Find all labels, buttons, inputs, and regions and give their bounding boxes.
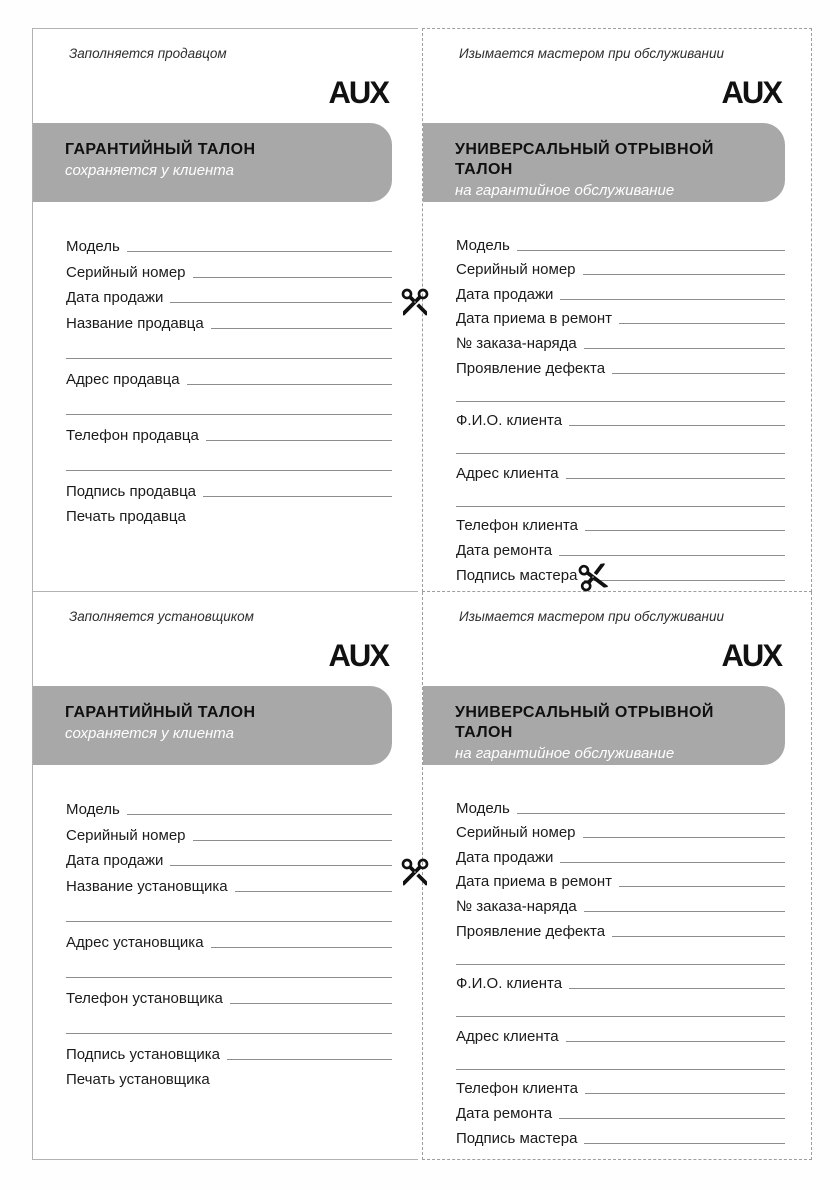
form-field: [456, 535, 785, 560]
blank-write-line: [560, 299, 785, 300]
form-field: [456, 406, 785, 431]
warranty-coupon: [32, 28, 418, 592]
blank-write-line: [170, 302, 392, 303]
blank-write-line: [583, 274, 785, 275]
form-field: [66, 845, 392, 871]
blank-write-line: [560, 862, 785, 863]
form-field: [456, 560, 785, 585]
continuation-line: [456, 993, 785, 1021]
field-list: [33, 202, 418, 526]
field-label: Дата продажи: [66, 852, 164, 870]
blank-write-line: [456, 1069, 785, 1070]
blank-write-line: [66, 921, 392, 922]
form-field: [456, 1074, 785, 1099]
corner-note: Заполняется продавцом: [69, 46, 227, 61]
blank-write-line: [66, 1033, 392, 1034]
form-field: [456, 969, 785, 994]
blank-write-line: [559, 555, 785, 556]
blank-write-line: [66, 977, 392, 978]
coupon-title: УНИВЕРСАЛЬНЫЙ ОТРЫВНОЙ ТАЛОН: [455, 141, 714, 178]
form-field: [456, 1098, 785, 1123]
form-field: [66, 307, 392, 333]
coupon-title: УНИВЕРСАЛЬНЫЙ ОТРЫВНОЙ ТАЛОН: [455, 704, 714, 741]
blank-write-line: [456, 964, 785, 965]
form-field: [66, 419, 392, 445]
brand-logo: AUX: [721, 637, 781, 674]
blank-write-line: [66, 358, 392, 359]
brand-logo: AUX: [328, 637, 388, 674]
coupon-subtitle: сохраняется у клиента: [65, 162, 234, 179]
continuation-line: [66, 896, 392, 926]
form-field: [456, 818, 785, 843]
field-label: Дата продажи: [456, 285, 554, 303]
blank-write-line: [612, 936, 785, 937]
field-label: Телефон продавца: [66, 426, 199, 444]
field-label: Адрес клиента: [456, 464, 559, 482]
form-field: [66, 282, 392, 308]
field-label: Модель: [456, 799, 510, 817]
continuation-line: [456, 483, 785, 511]
blank-write-line: [569, 988, 785, 989]
field-label: Серийный номер: [66, 263, 186, 281]
field-label: Телефон клиента: [456, 517, 578, 535]
continuation-line: [456, 1046, 785, 1074]
form-field: [66, 363, 392, 389]
blank-write-line: [211, 947, 392, 948]
blank-write-line: [203, 496, 392, 497]
blank-write-line: [559, 1118, 785, 1119]
form-field: [66, 1064, 392, 1090]
field-label: Серийный номер: [456, 261, 576, 279]
field-label: Подпись мастера: [456, 566, 578, 584]
continuation-line: [66, 445, 392, 475]
field-label: Серийный номер: [66, 826, 186, 844]
continuation-line: [66, 952, 392, 982]
coupon-header-band: [33, 123, 392, 202]
blank-write-line: [584, 580, 785, 581]
blank-write-line: [566, 1041, 785, 1042]
form-field: [456, 842, 785, 867]
form-field: [456, 1021, 785, 1046]
field-list: [33, 765, 418, 1089]
corner-note: Изымается мастером при обслуживании: [459, 609, 724, 624]
blank-write-line: [211, 328, 392, 329]
logo-row: [33, 61, 418, 113]
scissors-icon: [575, 559, 611, 595]
field-label: Печать продавца: [66, 508, 186, 526]
field-list: [423, 765, 811, 1148]
blank-write-line: [193, 840, 392, 841]
field-label: Серийный номер: [456, 824, 576, 842]
field-label: Ф.И.О. клиента: [456, 412, 563, 430]
blank-write-line: [187, 384, 392, 385]
form-field: [66, 870, 392, 896]
form-field: [66, 475, 392, 501]
form-field: [456, 891, 785, 916]
field-label: Дата ремонта: [456, 1104, 553, 1122]
blank-write-line: [66, 470, 392, 471]
blank-write-line: [235, 891, 392, 892]
blank-write-line: [517, 813, 785, 814]
continuation-line: [456, 378, 785, 406]
warranty-coupon: [422, 28, 812, 592]
blank-write-line: [456, 401, 785, 402]
coupon-header-band: [423, 123, 785, 202]
field-label: Модель: [456, 236, 510, 254]
blank-write-line: [456, 453, 785, 454]
warranty-coupon: [32, 592, 418, 1160]
field-list: [423, 202, 811, 585]
continuation-line: [66, 1008, 392, 1038]
brand-logo: AUX: [721, 74, 781, 111]
blank-write-line: [456, 506, 785, 507]
continuation-line: [456, 941, 785, 969]
form-field: [456, 279, 785, 304]
field-label: Адрес продавца: [66, 370, 180, 388]
field-label: Печать установщика: [66, 1071, 210, 1089]
blank-write-line: [230, 1003, 392, 1004]
field-label: Дата приема в ремонт: [456, 310, 613, 328]
field-label: Подпись мастера: [456, 1129, 578, 1147]
blank-write-line: [566, 478, 785, 479]
field-label: Проявление дефекта: [456, 922, 606, 940]
field-label: Подпись установщика: [66, 1045, 220, 1063]
coupon-grid: [32, 28, 840, 1160]
coupon-subtitle: сохраняется у клиента: [65, 725, 234, 742]
coupon-header-band: [33, 686, 392, 765]
warranty-coupon: [422, 592, 812, 1160]
blank-write-line: [127, 251, 392, 252]
field-label: Дата ремонта: [456, 541, 553, 559]
continuation-line: [66, 333, 392, 363]
field-label: Модель: [66, 800, 120, 818]
blank-write-line: [584, 348, 785, 349]
blank-write-line: [569, 425, 785, 426]
coupon-title: ГАРАНТИЙНЫЙ ТАЛОН: [65, 704, 256, 721]
blank-write-line: [583, 837, 785, 838]
blank-write-line: [585, 530, 785, 531]
field-label: Телефон клиента: [456, 1080, 578, 1098]
blank-write-line: [170, 865, 392, 866]
logo-row: [423, 61, 811, 113]
blank-write-line: [619, 323, 785, 324]
form-field: [456, 353, 785, 378]
form-field: [456, 867, 785, 892]
blank-write-line: [227, 1059, 392, 1060]
field-label: № заказа-наряда: [456, 897, 577, 915]
field-label: Дата продажи: [66, 289, 164, 307]
form-field: [456, 511, 785, 536]
blank-write-line: [517, 250, 785, 251]
field-label: № заказа-наряда: [456, 334, 577, 352]
field-label: Проявление дефекта: [456, 359, 606, 377]
field-label: Телефон установщика: [66, 989, 223, 1007]
form-field: [66, 501, 392, 527]
form-field: [456, 328, 785, 353]
form-field: [456, 458, 785, 483]
form-field: [66, 256, 392, 282]
blank-write-line: [584, 911, 785, 912]
form-field: [456, 916, 785, 941]
field-label: Адрес установщика: [66, 933, 204, 951]
form-field: [456, 255, 785, 280]
blank-write-line: [193, 277, 392, 278]
field-label: Дата продажи: [456, 848, 554, 866]
scissors-icon: [399, 286, 431, 318]
coupon-subtitle: на гарантийное обслуживание: [455, 182, 675, 199]
field-label: Адрес клиента: [456, 1027, 559, 1045]
blank-write-line: [585, 1093, 785, 1094]
blank-write-line: [456, 1016, 785, 1017]
field-label: Дата приема в ремонт: [456, 873, 613, 891]
form-field: [66, 1038, 392, 1064]
field-label: Подпись продавца: [66, 482, 197, 500]
corner-note: Заполняется установщиком: [69, 609, 254, 624]
blank-write-line: [66, 414, 392, 415]
brand-logo: AUX: [328, 74, 388, 111]
form-field: [456, 230, 785, 255]
scissors-icon: [399, 856, 431, 888]
continuation-line: [66, 389, 392, 419]
field-label: Название установщика: [66, 878, 228, 896]
form-field: [456, 304, 785, 329]
form-field: [456, 793, 785, 818]
continuation-line: [456, 430, 785, 458]
logo-row: [33, 624, 418, 676]
coupon-header-band: [423, 686, 785, 765]
coupon-title: ГАРАНТИЙНЫЙ ТАЛОН: [65, 141, 256, 158]
form-field: [66, 230, 392, 256]
coupon-subtitle: на гарантийное обслуживание: [455, 745, 675, 762]
form-field: [66, 793, 392, 819]
blank-write-line: [127, 814, 392, 815]
field-label: Модель: [66, 237, 120, 255]
corner-note: Изымается мастером при обслуживании: [459, 46, 724, 61]
form-field: [456, 1123, 785, 1148]
blank-write-line: [619, 886, 785, 887]
field-label: Название продавца: [66, 315, 204, 333]
field-label: Ф.И.О. клиента: [456, 975, 563, 993]
blank-write-line: [612, 373, 785, 374]
blank-write-line: [206, 440, 392, 441]
form-field: [66, 982, 392, 1008]
blank-write-line: [584, 1143, 785, 1144]
form-field: [66, 819, 392, 845]
logo-row: [423, 624, 811, 676]
form-field: [66, 926, 392, 952]
